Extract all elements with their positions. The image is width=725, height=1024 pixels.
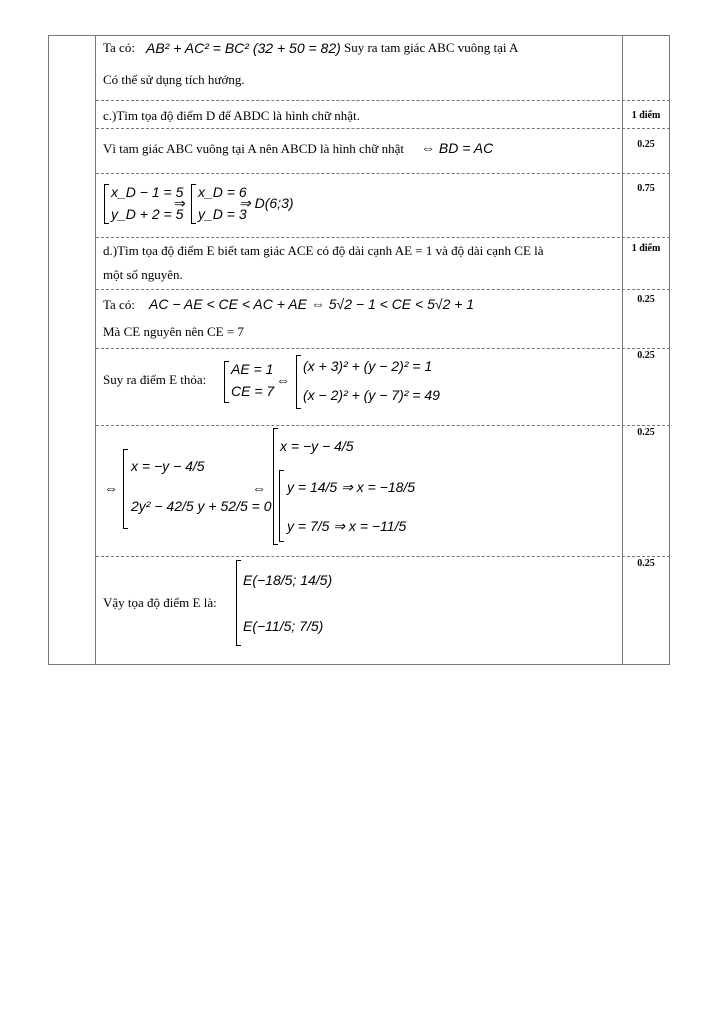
row9-sol2: E(−11/5; 7/5) [243,618,324,634]
system-brace [296,355,301,409]
equiv-arrow: ⇔ [276,372,290,388]
score-label: 0.25 [637,350,655,361]
row8-right-b: y = 14/5 ⇒ x = −18/5 [287,479,416,495]
row4-result: ⇒ D(6;3) [239,195,294,211]
union-bracket [279,470,284,542]
row6-line2: Mà CE nguyên nên CE = 7 [103,324,244,339]
row-divider [96,100,670,101]
section-d-heading-line2: một số nguyên. [103,267,183,282]
score-label: 0.25 [637,427,655,438]
row-divider [96,556,670,557]
row4-res2: y_D = 3 [198,206,247,222]
row1-lead: Ta có: [103,40,135,55]
score-label: 1 điểm [631,110,661,121]
row7-lead: Suy ra điểm E thỏa: [103,372,207,387]
row6-lead: Ta có: [103,297,135,312]
equiv-arrow: ⇔ [252,480,266,496]
row8-right-c: y = 7/5 ⇒ x = −11/5 [287,518,407,534]
score-label: 0.25 [637,139,655,150]
row4-eq2: y_D + 2 = 5 [111,206,184,222]
row9-sol1: E(−18/5; 14/5) [243,572,333,588]
row8-left-b: 2y² − 42/5 y + 52/5 = 0 [131,498,272,514]
score-label: 0.25 [637,294,655,305]
score-label: 0.75 [637,183,655,194]
row3-formula: ⇔ BD = AC [421,140,494,156]
section-d-heading-line1: d.)Tìm tọa độ điểm E biết tam giác ACE có độ dài cạnh AE = 1 và độ dài cạnh CE là [103,243,544,258]
section-c-heading: c.)Tìm tọa độ điểm D để ABDC là hình chữ nhật. [103,108,360,123]
row-divider [96,289,670,290]
row-divider [96,237,670,238]
row7-sys2a: (x + 3)² + (y − 2)² = 1 [303,358,433,374]
system-brace [191,184,196,224]
implies-arrow: ⇒ [174,195,186,211]
row7-sys2b: (x − 2)² + (y − 7)² = 49 [303,387,440,403]
equiv-arrow: ⇔ [104,480,118,496]
row7-sys1b: CE = 7 [231,383,275,399]
row7-sys1a: AE = 1 [231,361,274,377]
row-divider [96,348,670,349]
row-divider [96,173,670,174]
system-brace [273,428,278,545]
score-label: 1 điểm [631,243,661,254]
solution-table [48,35,670,665]
score-label: 0.25 [637,558,655,569]
row8-right-a: x = −y − 4/5 [280,438,354,454]
row1-tail: Suy ra tam giác ABC vuông tại A [344,40,519,55]
row4-eq1: x_D − 1 = 5 [111,184,184,200]
system-brace [224,361,229,403]
union-bracket [236,560,241,646]
row9-lead: Vậy tọa độ điểm E là: [103,595,217,610]
row8-left-a: x = −y − 4/5 [131,458,205,474]
system-brace [123,449,128,529]
row-divider [96,425,670,426]
row1-formula: AB² + AC² = BC² (32 + 50 = 82) [146,40,341,56]
row-divider [96,128,670,129]
row3-text: Vì tam giác ABC vuông tại A nên ABCD là hình chữ nhật [103,141,404,156]
system-brace [104,184,109,224]
row4-res1: x_D = 6 [198,184,247,200]
row1-note: Có thể sử dụng tích hướng. [103,72,245,87]
column-divider-left [95,36,96,664]
row6-formula: AC − AE < CE < AC + AE ⇔ 5√2 − 1 < CE < 5√2 + 1 [149,296,475,312]
